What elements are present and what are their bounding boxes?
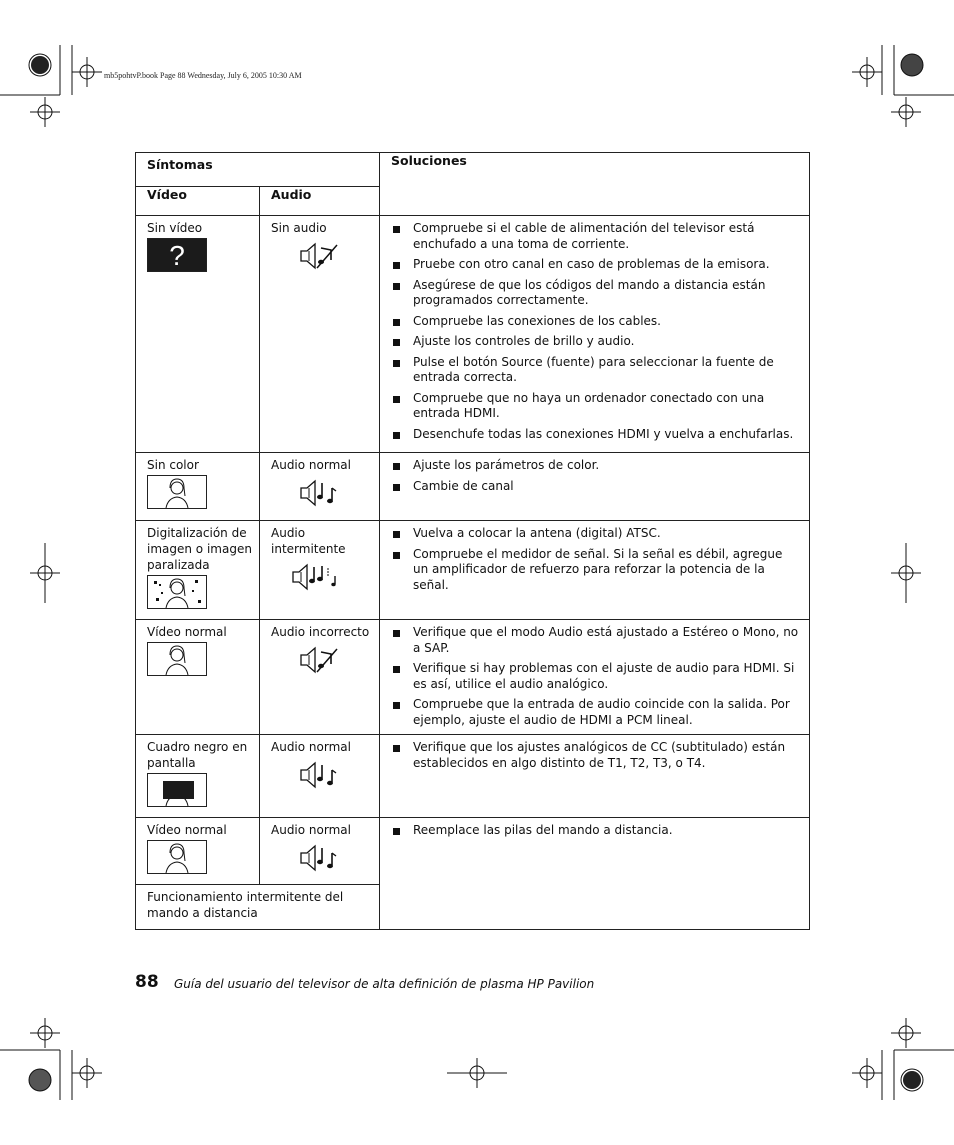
solutions-cell xyxy=(380,735,810,818)
solution-item: Pruebe con otro canal en caso de problemas de la emisora. xyxy=(391,257,801,273)
audio-cell xyxy=(260,216,380,453)
solutions-cell xyxy=(380,620,810,735)
audio-cell xyxy=(260,818,380,885)
video-symptom: Sin vídeo xyxy=(147,221,203,235)
video-cell xyxy=(136,521,260,620)
video-cell xyxy=(136,735,260,818)
video-cell xyxy=(136,453,260,521)
audio-cell xyxy=(260,620,380,735)
video-symptom: Digitalización de imagen o imagen paralizada xyxy=(147,526,252,572)
audio-cell xyxy=(260,453,380,521)
solution-item: Asegúrese de que los códigos del mando a distancia están programados correctamente. xyxy=(391,278,801,309)
footer-title: Guía del usuario del televisor de alta definición de plasma HP Pavilion xyxy=(174,977,595,991)
table-row xyxy=(136,735,810,818)
person-screen-icon xyxy=(147,475,207,509)
solution-item: Compruebe si el cable de alimentación del televisor está enchufado a una toma de corriente. xyxy=(391,221,801,252)
solution-item: Compruebe las conexiones de los cables. xyxy=(391,314,801,330)
page-number: 88 xyxy=(135,972,159,992)
video-symptom: Sin color xyxy=(147,458,199,472)
audio-symptom: Sin audio xyxy=(271,221,327,235)
svg-text:?: ? xyxy=(169,240,185,271)
video-symptom: Vídeo normal xyxy=(147,823,227,837)
speaker-muted-icon xyxy=(299,241,341,271)
solution-item: Verifique que el modo Audio está ajustado a Estéreo o Mono, no a SAP. xyxy=(391,625,801,656)
audio-symptom: Audio normal xyxy=(271,458,351,472)
question-mark-screen-icon xyxy=(147,238,207,272)
extra-symptom-cell xyxy=(136,885,380,930)
solutions-cell xyxy=(380,216,810,453)
audio-symptom: Audio normal xyxy=(271,823,351,837)
table-row xyxy=(136,216,810,453)
solution-item: Cambie de canal xyxy=(391,479,801,495)
video-cell xyxy=(136,620,260,735)
speaker-muted-icon xyxy=(299,645,341,675)
table-row xyxy=(136,521,810,620)
header-audio: Audio xyxy=(260,187,380,216)
video-symptom: Cuadro negro en pantalla xyxy=(147,740,248,770)
solution-item: Pulse el botón Source (fuente) para seleccionar la fuente de entrada correcta. xyxy=(391,355,801,386)
person-screen-icon xyxy=(147,642,207,676)
audio-cell xyxy=(260,521,380,620)
video-cell xyxy=(136,216,260,453)
troubleshooting-table xyxy=(135,152,810,930)
extra-symptom: Funcionamiento intermitente del mando a distancia xyxy=(147,890,344,920)
print-header: mb5pohtvP.book Page 88 Wednesday, July 6, 2005 10:30 AM xyxy=(104,71,302,80)
solutions-cell xyxy=(380,818,810,930)
speaker-music-broken-icon xyxy=(291,562,341,592)
table-row xyxy=(136,453,810,521)
video-cell xyxy=(136,818,260,885)
header-video: Vídeo xyxy=(136,187,260,216)
audio-cell xyxy=(260,735,380,818)
person-screen-icon xyxy=(147,840,207,874)
header-symptoms: Síntomas xyxy=(136,153,380,187)
table-row xyxy=(136,818,810,885)
solution-item: Compruebe que no haya un ordenador conectado con una entrada HDMI. xyxy=(391,391,801,422)
table-row xyxy=(136,620,810,735)
solution-item: Vuelva a colocar la antena (digital) ATSC. xyxy=(391,526,801,542)
solutions-cell xyxy=(380,453,810,521)
solution-item: Compruebe el medidor de señal. Si la señal es débil, agregue un amplificador de refuerzo para reforzar la potencia de la señal. xyxy=(391,547,801,594)
solution-item: Reemplace las pilas del mando a distancia. xyxy=(391,823,801,839)
audio-symptom: Audio normal xyxy=(271,740,351,754)
speaker-music-icon xyxy=(299,843,341,873)
solution-item: Verifique si hay problemas con el ajuste de audio para HDMI. Si es así, utilice el audio analógico. xyxy=(391,661,801,692)
audio-symptom: Audio intermitente xyxy=(271,526,346,556)
solutions-cell xyxy=(380,521,810,620)
video-symptom: Vídeo normal xyxy=(147,625,227,639)
solution-item: Ajuste los parámetros de color. xyxy=(391,458,801,474)
black-box-screen-icon xyxy=(147,773,207,807)
speaker-music-icon xyxy=(299,760,341,790)
header-solutions: Soluciones xyxy=(380,153,810,216)
solution-item: Desenchufe todas las conexiones HDMI y vuelva a enchufarlas. xyxy=(391,427,801,443)
solution-item: Ajuste los controles de brillo y audio. xyxy=(391,334,801,350)
solution-item: Compruebe que la entrada de audio coincide con la salida. Por ejemplo, ajuste el audio de HDMI a PCM lineal. xyxy=(391,697,801,728)
person-screen-pixelated-icon xyxy=(147,575,207,609)
solution-item: Verifique que los ajustes analógicos de CC (subtitulado) están establecidos en algo distinto de T1, T2, T3, o T4. xyxy=(391,740,801,771)
audio-symptom: Audio incorrecto xyxy=(271,625,370,639)
speaker-music-icon xyxy=(299,478,341,508)
